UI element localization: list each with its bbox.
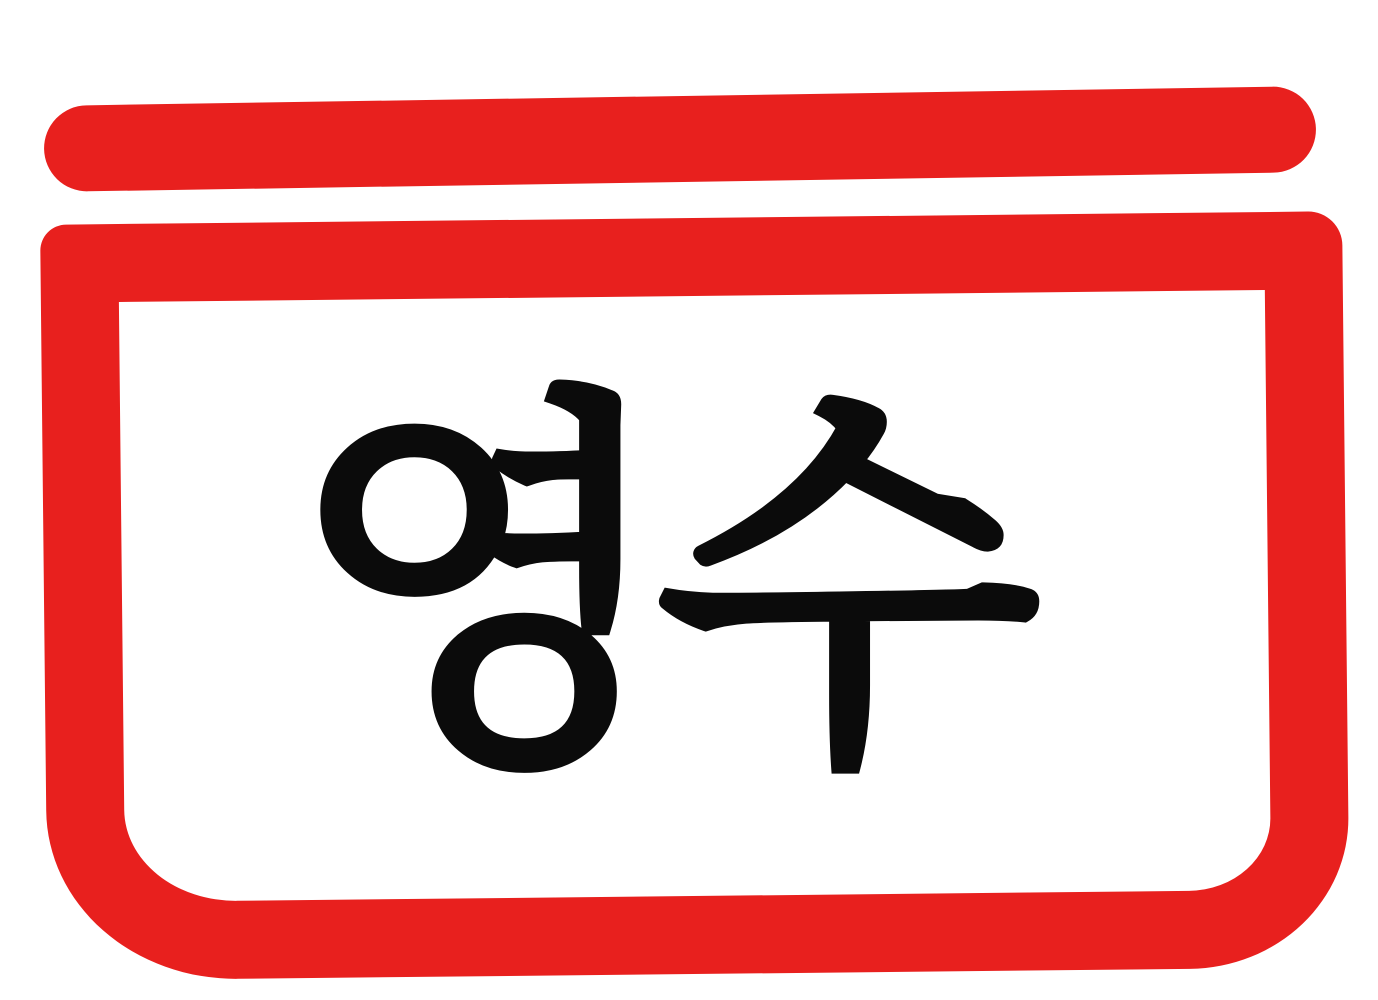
name-tag-text: 영수 bbox=[288, 357, 1022, 822]
top-red-stripe bbox=[43, 86, 1316, 192]
